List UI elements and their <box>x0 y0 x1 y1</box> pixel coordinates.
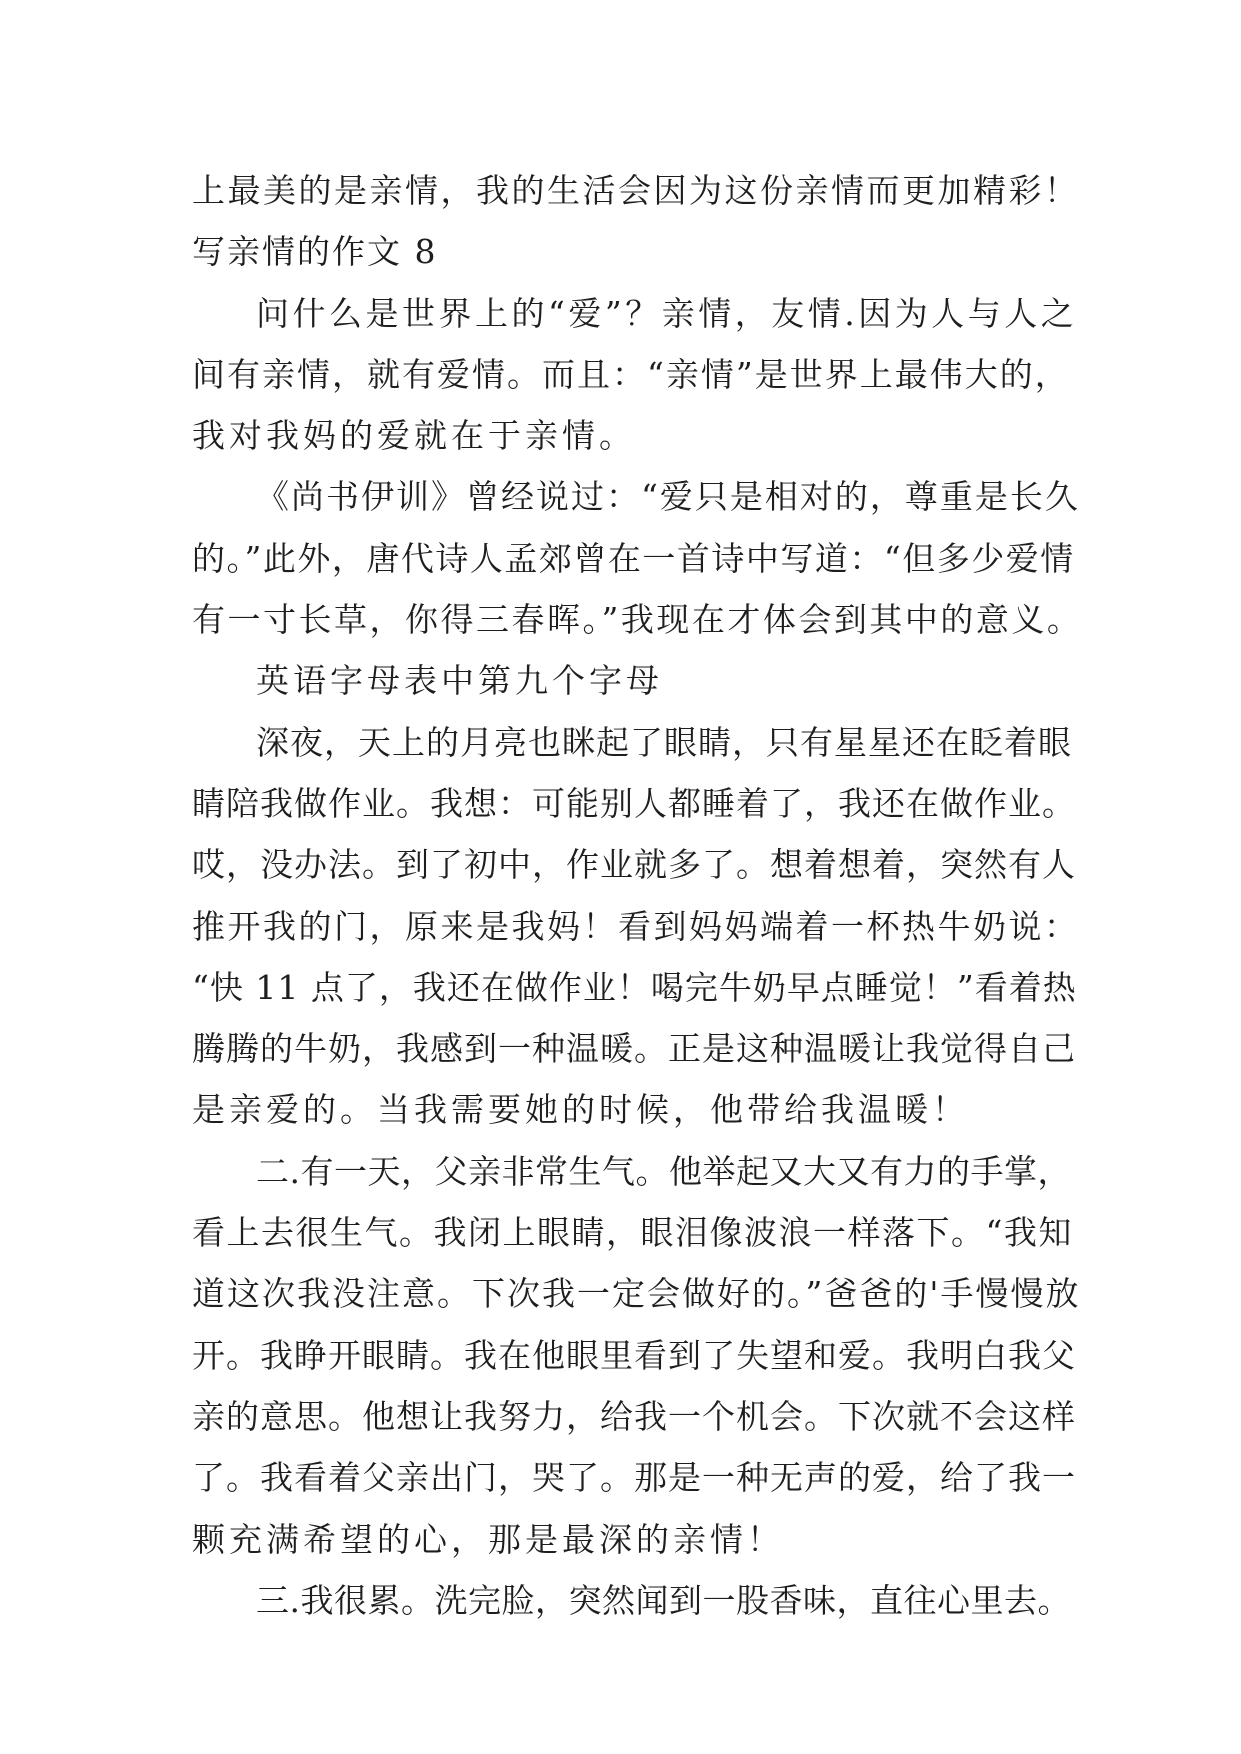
text-line: 间有亲情，就有爱情。而且：“亲情”是世界上最伟大的， <box>192 354 1070 394</box>
text-line: 英语字母表中第九个字母 <box>256 661 663 701</box>
text-line: 颗充满希望的心，那是最深的亲情！ <box>192 1519 784 1559</box>
text-line: 腾腾的牛奶，我感到一种温暖。正是这种温暖让我觉得自己 <box>192 1029 1076 1069</box>
text-line: 《尚书伊训》曾经说过：“爱只是相对的，尊重是长久 <box>256 477 1080 517</box>
text-line: 了。我看着父亲出门，哭了。那是一种无声的爱，给了我一 <box>192 1458 1076 1498</box>
text-line: 哎，没办法。到了初中，作业就多了。想着想着，突然有人 <box>192 845 1076 885</box>
text-line: 问什么是世界上的“爱”？亲情，友情.因为人与人之 <box>256 293 1078 333</box>
text-line: 睛陪我做作业。我想：可能别人都睡着了，我还在做作业。 <box>192 783 1076 823</box>
text-line: 上最美的是亲情，我的生活会因为这份亲情而更加精彩！ <box>192 171 1080 210</box>
essay-title: 写亲情的作文 8 <box>192 232 438 272</box>
text-line: “快 11 点了，我还在做作业！喝完牛奶早点睡觉！”看着热 <box>192 967 1077 1007</box>
text-line: 有一寸长草，你得三春晖。”我现在才体会到其中的意义。 <box>192 600 1083 640</box>
text-line: 是亲爱的。当我需要她的时候，他带给我温暖！ <box>192 1090 969 1130</box>
text-line: 看上去很生气。我闭上眼睛，眼泪像波浪一样落下。“我知 <box>192 1213 1073 1253</box>
text-line: 我对我妈的爱就在于亲情。 <box>192 416 636 456</box>
document-page <box>192 160 1082 1631</box>
text-line: 开。我睁开眼睛。我在他眼里看到了失望和爱。我明白我父 <box>192 1335 1076 1375</box>
text-line: 二.有一天，父亲非常生气。他举起又大又有力的手掌， <box>256 1151 1071 1191</box>
text-line: 的。”此外，唐代诗人孟郊曾在一首诗中写道：“但多少爱情 <box>192 538 1075 578</box>
text-line: 亲的意思。他想让我努力，给我一个机会。下次就不会这样 <box>192 1396 1076 1436</box>
text-line: 道这次我没注意。下次我一定会做好的。”爸爸的'手慢慢放 <box>192 1274 1081 1314</box>
text-line: 推开我的门，原来是我妈！看到妈妈端着一杯热牛奶说： <box>192 906 1080 946</box>
text-line: 三.我很累。洗完脸，突然闻到一股香味，直往心里去。 <box>256 1580 1071 1620</box>
text-line: 深夜，天上的月亮也眯起了眼睛，只有星星还在眨着眼 <box>256 722 1072 762</box>
